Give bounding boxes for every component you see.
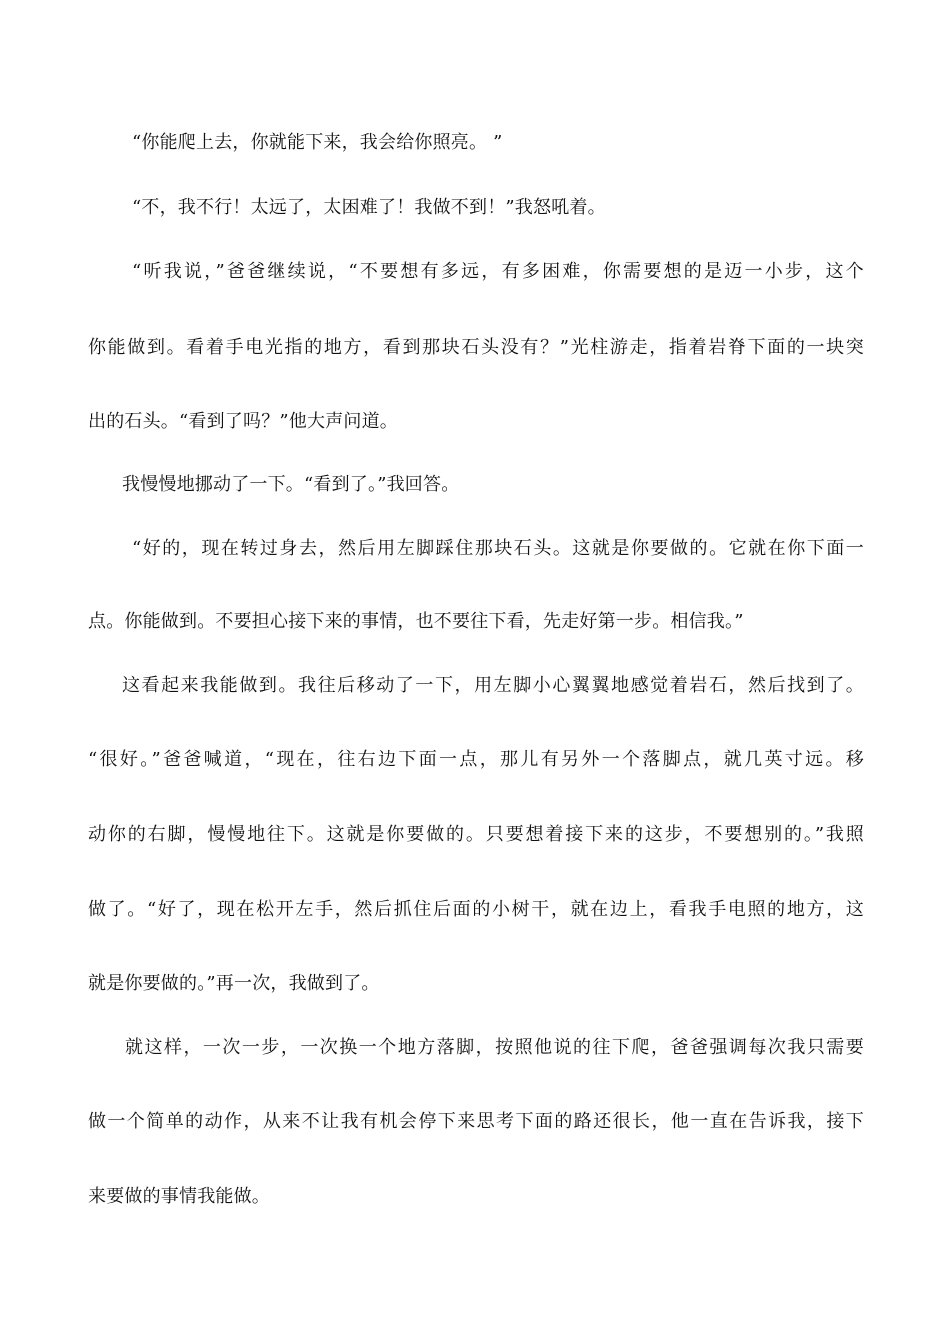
text-line: 这看起来我能做到。我往后移动了一下，用左脚小心翼翼地感觉着岩石，然后找到了。	[122, 675, 864, 696]
text-line: “听我说，”爸爸继续说，“不要想有多远，有多困难，你需要想的是迈一小步，这个	[132, 261, 864, 282]
text-line: 就是你要做的。”再一次，我做到了。	[88, 973, 380, 994]
text-line: 动你的右脚，慢慢地往下。这就是你要做的。只要想着接下来的这步，不要想别的。”我照	[88, 824, 864, 845]
text-line: “好的，现在转过身去，然后用左脚踩住那块石头。这就是你要做的。它就在你下面一	[132, 538, 864, 559]
text-line: 我慢慢地挪动了一下。“看到了。”我回答。	[122, 474, 460, 495]
text-line: 就这样，一次一步，一次换一个地方落脚，按照他说的往下爬，爸爸强调每次我只需要	[125, 1037, 864, 1058]
text-line: 你能做到。看着手电光指的地方，看到那块石头没有？”光柱游走，指着岩脊下面的一块突	[88, 337, 864, 358]
text-line: 点。你能做到。不要担心接下来的事情，也不要往下看，先走好第一步。相信我。”	[88, 611, 744, 632]
text-line: “不，我不行！太远了，太困难了！我做不到！”我怒吼着。	[132, 197, 606, 218]
text-line: 做一个简单的动作，从来不让我有机会停下来思考下面的路还很长，他一直在告诉我，接下	[88, 1111, 864, 1132]
text-line: “很好。”爸爸喊道，“现在，往右边下面一点，那儿有另外一个落脚点，就几英寸远。移	[88, 749, 864, 770]
text-line: 来要做的事情我能做。	[88, 1186, 270, 1207]
text-line: 出的石头。“看到了吗？”他大声问道。	[88, 411, 399, 432]
text-line: “你能爬上去，你就能下来，我会给你照亮。 ”	[132, 132, 503, 153]
text-line: 做了。“好了，现在松开左手，然后抓住后面的小树干，就在边上，看我手电照的地方，这	[88, 899, 864, 920]
